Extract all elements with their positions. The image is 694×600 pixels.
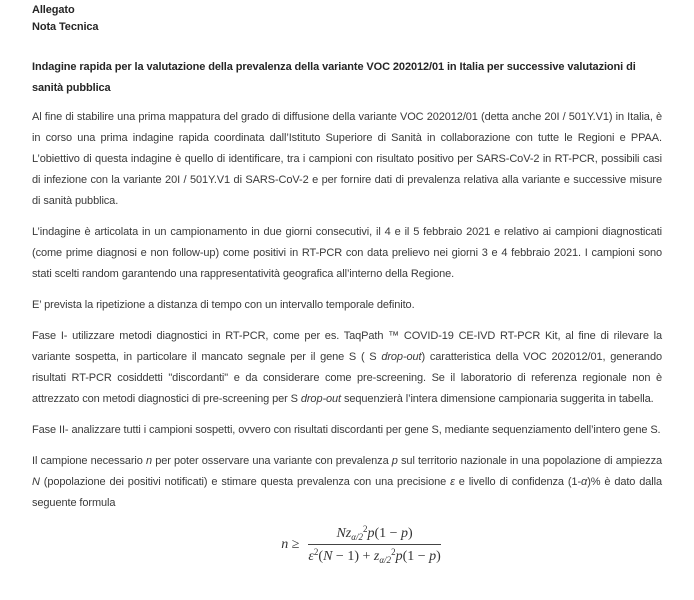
formula-lhs bbox=[281, 537, 299, 553]
fase-1-paragraph: Fase I- utilizzare metodi diagnostici in RT-PCR, come per es. TaqPath ™ COVID-19 CE-IVD RT-PCR Kit, al fine di rilevare la variante sospetta, in particolare il mancato segnale per il gene S ( S drop-out) caratteristica della VOC 202012/01, generando risultati RT-PCR cosiddetti "discordanti" e da considerare come pre-screening. Se il laboratorio di referenza regionale non è attrezzato con metodi diagnostici di pre-screening per S drop-out sequenzierà l’intera dimensione campionaria suggerita in tabella. bbox=[32, 330, 662, 405]
nota-tecnica-label: Nota Tecnica bbox=[32, 21, 99, 33]
formula-denominator: $\varepsilon^2(N - 1) + z_{\alpha/2}^2p(1 - p)$ bbox=[308, 547, 441, 565]
formula-relation-sign: ≥ bbox=[291, 536, 300, 552]
sampling-paragraph: L’indagine è articolata in un campionamento in due giorni consecutivi, il 4 e il 5 febbraio 2021 e relativo ai campioni diagnosticati (come prime diagnosi e non follow-up) come positivi in RT-PCR con data prelievo nei giorni 3 e 4 febbraio 2021. I campioni sono stati scelti random garantendo una rappresentatività geografica all’interno della Regione. bbox=[32, 226, 662, 280]
formula-numerator: $Nz_{\alpha/2}^2p(1 - p)$ bbox=[308, 524, 440, 545]
formula-variable-n: n bbox=[281, 536, 289, 552]
sample-size-paragraph: Il campione necessario n per poter osservare una variante con prevalenza p sul territorio nazionale in una popolazione di ampiezza N (popolazione dei positivi notificati) e stimare questa prevalenza con una precisione ε e livello di confidenza (1-α)% è dato dalla seguente formula bbox=[32, 455, 662, 509]
document-title: Indagine rapida per la valutazione della prevalenza della variante VOC 202012/01 in Italia per successive valutazioni di sanità pubblica bbox=[32, 61, 636, 94]
repetition-paragraph: E’ prevista la ripetizione a distanza di tempo con un intervallo temporale definito. bbox=[32, 299, 415, 311]
sample-size-formula bbox=[32, 524, 662, 565]
intro-paragraph: Al fine di stabilire una prima mappatura del grado di diffusione della variante VOC 202012/01 (detta anche 20I / 501Y.V1) in Italia, è in corso una prima indagine rapida coordinata dall’Istituto Superiore di Sanità in collaborazione con tutte le Regioni e PPAA. L’obiettivo di questa indagine è quello di identificare, tra i campioni con risultato positivo per SARS-CoV-2 in RT-PCR, possibili casi di infezione con la variante 20I / 501Y.V1 di SARS-CoV-2 e per fornire dati di prevalenza relativa alla variante e successive misure di sanità pubblica. bbox=[32, 111, 662, 207]
allegato-label: Allegato bbox=[32, 4, 75, 16]
formula-fraction bbox=[308, 524, 440, 565]
fase-2-paragraph: Fase II- analizzare tutti i campioni sospetti, ovvero con risultati discordanti per gene S, mediante sequenziamento dell’intero gene S. bbox=[32, 424, 661, 436]
